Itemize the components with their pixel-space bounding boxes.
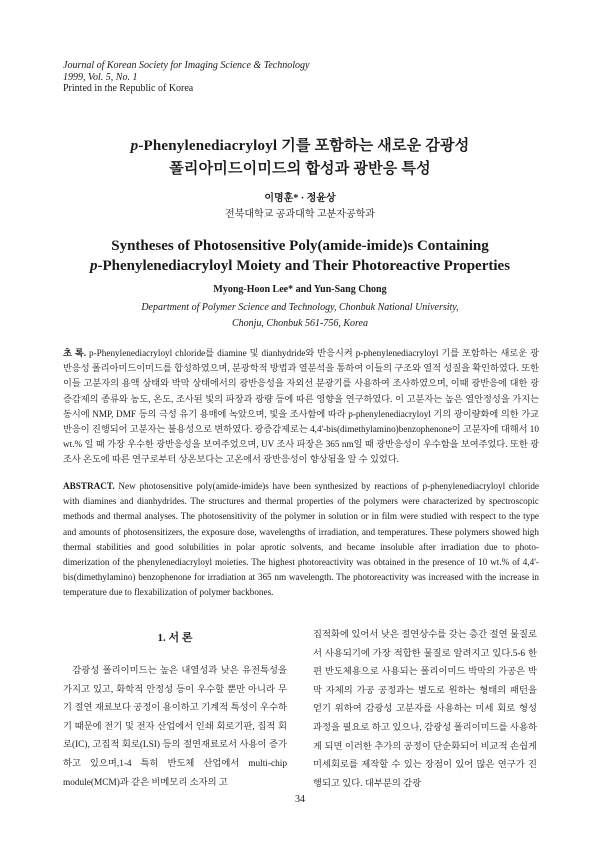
english-title-line2 <box>40 256 560 276</box>
body-left-column: 감광성 폴리이미드는 높은 내열성과 낮은 유전특성을 가지고 있고, 화학적 안정성 등이 우수할 뿐만 아니라 무기 절연 재료보다 공정이 용이하고 기계적 특성이 우수하기 때문에 전기 및 전자 산업에서 인쇄 회로기판, 집적 회로(IC), 고집적 회로(LSI) 등의 절연재료로서 사용이 증가하고 있으며,1-4 특히 반도체 산업에서 multi-chip module(MCM)과 같은 비메모리 소자의 고 <box>63 666 287 788</box>
korean-authors: 이명훈* · 정윤상 <box>264 193 336 204</box>
korean-abstract <box>63 346 539 468</box>
journal-name: Journal of Korean Society for Imaging Science & Technology <box>63 60 310 71</box>
english-abstract-label: ABSTRACT. <box>63 481 115 491</box>
korean-title-prefix: p <box>130 138 139 154</box>
english-affiliation-line2: Chonju, Chonbuk 561-756, Korea <box>231 318 368 329</box>
journal-issue: 1999, Vol. 5, No. 1 <box>63 71 138 83</box>
korean-affiliation: 전북대학교 공과대학 고분자공학과 <box>225 209 375 220</box>
korean-title-line1 <box>40 134 560 155</box>
korean-title-line2: 폴리아미드이미드의 합성과 광반응 특성 <box>169 161 431 177</box>
korean-abstract-label: 초 록. <box>63 348 87 358</box>
english-affiliation-line1: Department of Polymer Science and Technology, Chonbuk National University, <box>141 302 459 313</box>
english-title-prefix: p <box>89 258 98 274</box>
english-abstract <box>63 479 539 601</box>
journal-printed: Printed in the Republic of Korea <box>63 83 194 94</box>
korean-title-line1-rest: -Phenylenediacryloyl 기를 포함하는 새로운 감광성 <box>138 138 470 154</box>
journal-header <box>63 60 363 95</box>
korean-abstract-text: p-Phenylenediacryloyl chloride를 diamine 및 dianhydride와 반응시켜 p-phenylenediacryloyl 기를 포함하는 새로운 광반응성 폴리아미드이미드를 합성하였으며, 분광학적 방법과 열분석을 통하여 이들의 구조와 열적 성질을 확인하였다. 또한 이들 고분자의 용액 상태와 박막 상태에서의 광반응성을 자외선 분광기를 사용하여 조사하였으며, 이때 광반응에 대한 광증감제의 종류와 농도, 온도, 조사된 빛의 파장과 광량 등에 따른 영향을 연구하였다. 이 고분자는 높은 열안정성을 가지는 동시에 NMP, DMF 등의 극성 유기 용매에 녹았으며, 빛을 조사함에 따라 p-phenylenediacryloyl 기의 광이량화에 의한 가교 반응이 진행되어 고분자는 불용성으로 변하였다. 광증감제로는 4,4'-bis(dimethylamino)benzophenone이 고분자에 대해서 10 wt.% 일 때 가장 우수한 광반응성을 보여주었으며, UV 조사 파장은 365 nm일 때 광반응성이 우수함을 보여주었다. 또한 광조사 온도에 따른 연구로부터 상온보다는 고온에서 광반응성이 향상됨을 알 수 있었다. <box>63 348 539 465</box>
english-title-line1: Syntheses of Photosensitive Poly(amide-imide)s Containing <box>111 238 489 254</box>
english-abstract-text: New photosensitive poly(amide-imide)s have been synthesized by reactions of p-phenylenediacryloyl chloride with diamines and dianhydrides. The structures and thermal properties of the polymers were characterized by spectroscopic methods and thermal analyses. The photosensitivity of the polymer in solution or in film were studied with respect to the type and amounts of photosensitizers, the exposure dose, wavelengths of irradiation, and temperatures. These polymers showed high thermal stabilities and good solubilities in polar aprotic solvents, and became insoluble after irradiation due to photo-dimerization of the phenylenediacryloyl moieties. The highest photoreactivity was obtained in the presence of 10 wt.% of 4,4'-bis(dimethylamino) benzophenone for irradiation at 365 nm wavelength. The photoreactivity was increased with the increase in temperature due to flexabilization of polymer backbones. <box>63 481 540 598</box>
body-right-column: 집적화에 있어서 낮은 절연상수를 갖는 층간 절연 물질로서 사용되기에 가장 적합한 물질로 알려지고 있다.5-6 한편 반도체용으로 사용되는 폴리이미드 박막의 가공은 박막 자체의 가공 공정과는 별도로 원하는 형태의 패턴을 얻기 위하여 감광성 고분자를 사용하는 미세 회로 형성 과정을 필요로 하고 있으나, 감광성 폴리이미드를 사용하게 되면 이러한 추가의 공정이 단순화되어 비교적 손쉽게 미세회로를 제작할 수 있는 장점이 있어 많은 연구가 진행되고 있다. 대부분의 감광 <box>313 630 537 789</box>
page-number: 34 <box>295 794 305 805</box>
section-title: 1. 서 론 <box>157 632 193 644</box>
english-authors: Myong-Hoon Lee* and Yun-Sang Chong <box>213 284 387 295</box>
english-title-line2-rest: -Phenylenediacryloyl Moiety and Their Photoreactive Properties <box>97 258 511 274</box>
